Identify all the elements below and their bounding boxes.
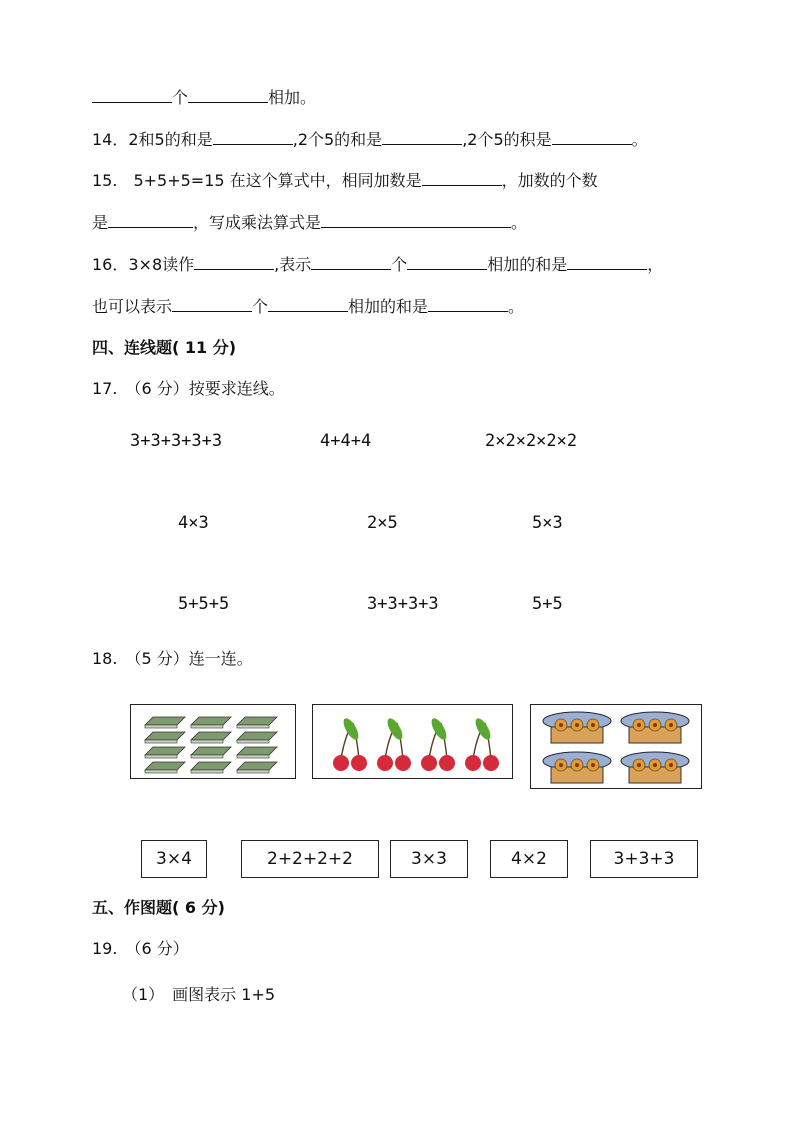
answer-blank[interactable] [172,297,252,312]
question-15-line-2: 是 ，写成乘法算式是 。 [92,213,528,232]
q13-continuation: 个 相加。 [92,88,316,108]
picture-cherries[interactable] [312,704,513,779]
answer-box[interactable]: 3×4 [141,840,207,878]
answer-box[interactable]: 3×3 [390,840,468,878]
money-bundle [237,717,277,725]
money-bundle [237,732,277,740]
money-bundle [145,732,185,740]
answer-box[interactable]: 4×2 [490,840,568,878]
money-bundle [145,747,185,755]
money-bundle [237,747,277,755]
expression-item[interactable]: 3+3+3+3+3 [130,431,223,451]
cherry [439,755,455,771]
money-bundle [145,762,185,770]
answer-blank[interactable] [268,297,348,312]
question-16-line-1: 16．3×8读作 ,表示 个 相加的和是 ， [92,255,664,274]
cherry [333,755,349,771]
money-bundle [191,732,231,740]
expression-item[interactable]: 2×2×2×2×2 [485,431,578,451]
question-17-title: 17. （6 分）按要求连线。 [92,379,285,398]
cherry [483,755,499,771]
cherries-icon [313,705,512,778]
answer-blank[interactable] [188,88,268,103]
answer-blank[interactable] [552,130,632,145]
answer-blank[interactable] [108,213,193,228]
money-bundle [191,717,231,725]
money-bundle [237,762,277,770]
expression-item[interactable]: 5×3 [532,513,563,533]
expression-item[interactable]: 2×5 [367,513,398,533]
money-bundle [145,717,185,725]
question-18-title: 18. （5 分）连一连。 [92,649,253,668]
answer-blank[interactable] [428,297,508,312]
cherry [465,755,481,771]
question-14: 14．2和5的和是 ,2个5的和是 ,2个5的积是 。 [92,130,648,149]
picture-money-bundles[interactable] [130,704,296,779]
answer-blank[interactable] [194,255,274,270]
answer-box[interactable]: 2+2+2+2 [241,840,379,878]
answer-blank[interactable] [321,213,511,228]
leaf [429,716,450,742]
section-4-heading: 四、连线题( 11 分) [92,338,237,357]
answer-blank[interactable] [311,255,391,270]
picture-flower-baskets[interactable] [530,704,702,789]
cherry [377,755,393,771]
question-19-sub-1: （1） 画图表示 1+5 [122,985,276,1004]
expression-item[interactable]: 5+5 [532,594,563,614]
money-bundle [191,762,231,770]
answer-blank[interactable] [407,255,487,270]
expression-item[interactable]: 4+4+4 [320,431,372,451]
answer-blank[interactable] [422,171,502,186]
expression-item[interactable]: 4×3 [178,513,209,533]
money-bundle [191,747,231,755]
expression-item[interactable]: 5+5+5 [178,594,230,614]
answer-blank[interactable] [92,88,172,103]
cherry [421,755,437,771]
answer-blank[interactable] [567,255,647,270]
question-15-line-1: 15. 5+5+5=15 在这个算式中，相同加数是 ，加数的个数 [92,171,598,190]
leaf [473,716,494,742]
answer-box[interactable]: 3+3+3 [590,840,698,878]
expression-item[interactable]: 3+3+3+3 [367,594,439,614]
question-19-title: 19. （6 分） [92,939,189,958]
answer-blank[interactable] [213,130,293,145]
flower-baskets-icon [531,705,701,788]
section-5-heading: 五、作图题( 6 分) [92,898,225,917]
question-16-line-2: 也可以表示 个 相加的和是 。 [92,297,525,316]
leaf [341,716,362,742]
money-bundles-icon [131,705,295,778]
leaf [385,716,406,742]
cherry [395,755,411,771]
answer-blank[interactable] [382,130,462,145]
cherry [351,755,367,771]
